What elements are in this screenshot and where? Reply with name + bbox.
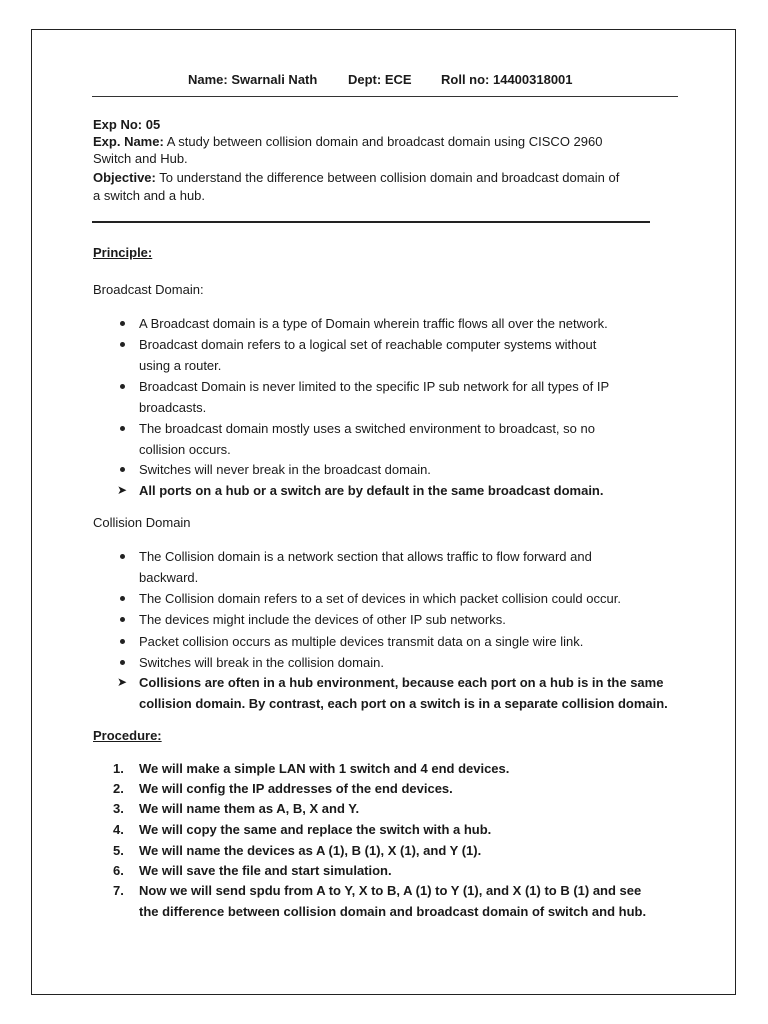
roll-number: Roll no: 14400318001 bbox=[441, 72, 573, 87]
arrow-bullet-icon: ➤ bbox=[116, 483, 128, 497]
objective bbox=[93, 169, 619, 187]
bullet-icon bbox=[115, 376, 129, 397]
list-item: 4. We will copy the same and replace the switch with a hub. bbox=[113, 822, 492, 837]
department: Dept: ECE bbox=[348, 72, 412, 87]
bullet-icon bbox=[115, 546, 129, 567]
exp-name-line1: A study between collision domain and broadcast domain using CISCO 2960 bbox=[163, 134, 603, 149]
bullet-icon bbox=[115, 588, 129, 609]
student-name: Name: Swarnali Nath bbox=[188, 72, 318, 87]
collision-domain-heading: Collision Domain bbox=[93, 515, 191, 530]
exp-name-line2: Switch and Hub. bbox=[93, 151, 188, 166]
bullet-icon bbox=[115, 313, 129, 334]
list-item: The Collision domain is a network section that allows traffic to flow forward and backward. bbox=[139, 546, 592, 588]
broadcast-domain-heading: Broadcast Domain: bbox=[93, 282, 204, 297]
list-item: A Broadcast domain is a type of Domain wherein traffic flows all over the network. bbox=[139, 313, 608, 334]
list-item: 3. We will name them as A, B, X and Y. bbox=[113, 801, 360, 816]
list-item: 2. We will config the IP addresses of the end devices. bbox=[113, 781, 453, 796]
procedure-heading: Procedure: bbox=[93, 728, 162, 743]
arrow-bullet-icon: ➤ bbox=[116, 675, 128, 689]
exp-name bbox=[93, 133, 602, 151]
bullet-icon bbox=[115, 631, 129, 652]
broadcast-note: ➤ All ports on a hub or a switch are by default in the same broadcast domain. bbox=[139, 480, 603, 501]
objective-label: Objective: bbox=[93, 170, 156, 185]
principle-heading: Principle: bbox=[93, 245, 153, 260]
list-item: 5. We will name the devices as A (1), B (1), X (1), and Y (1). bbox=[113, 843, 482, 858]
list-item: The broadcast domain mostly uses a switched environment to broadcast, so no collision occurs. bbox=[139, 418, 595, 460]
list-item: Broadcast domain refers to a logical set of reachable computer systems without using a router. bbox=[139, 334, 596, 376]
list-item: 1. We will make a simple LAN with 1 switch and 4 end devices. bbox=[113, 761, 510, 776]
collision-note: ➤ Collisions are often in a hub environment, because each port on a hub is in the same collision domain. By contrast, each port on a switch is in a separate collision domain. bbox=[139, 672, 668, 714]
bullet-icon bbox=[115, 418, 129, 439]
list-item: Switches will never break in the broadcast domain. bbox=[139, 459, 431, 480]
bullet-icon bbox=[115, 334, 129, 355]
bullet-icon bbox=[115, 652, 129, 673]
list-item: 7. Now we will send spdu from A to Y, X to B, A (1) to Y (1), and X (1) to B (1) and see the difference between collision domain and broadcast domain of switch and hub. bbox=[113, 883, 647, 919]
exp-name-label: Exp. Name: bbox=[93, 134, 164, 149]
bullet-icon bbox=[115, 609, 129, 630]
section-divider bbox=[92, 221, 650, 223]
header bbox=[92, 70, 678, 97]
objective-line1: To understand the difference between collision domain and broadcast domain of bbox=[155, 170, 620, 185]
list-item: Packet collision occurs as multiple devices transmit data on a single wire link. bbox=[139, 631, 583, 652]
list-item: The Collision domain refers to a set of devices in which packet collision could occur. bbox=[139, 588, 621, 609]
list-item: 6. We will save the file and start simulation. bbox=[113, 863, 392, 878]
list-item: Broadcast Domain is never limited to the specific IP sub network for all types of IP broadcasts. bbox=[139, 376, 609, 418]
list-item: The devices might include the devices of other IP sub networks. bbox=[139, 609, 506, 630]
list-item: Switches will break in the collision domain. bbox=[139, 652, 384, 673]
exp-number: Exp No: 05 bbox=[93, 117, 161, 132]
bullet-icon bbox=[115, 459, 129, 480]
objective-line2: a switch and a hub. bbox=[93, 188, 206, 203]
